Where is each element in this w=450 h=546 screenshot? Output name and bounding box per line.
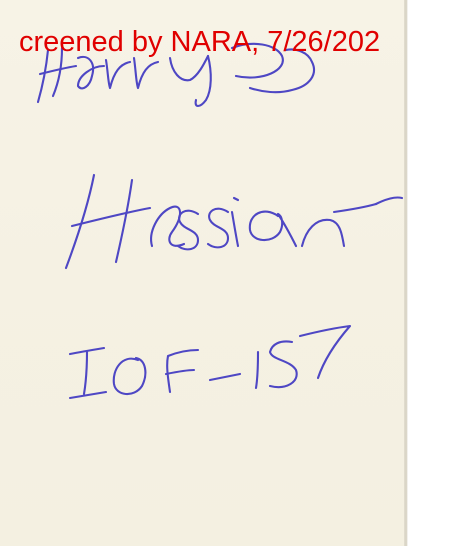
screening-stamp: creened by NARA, 7/26/202 [19,26,381,58]
handwriting-line-2 [66,175,402,268]
handwriting-line-3 [70,326,350,398]
